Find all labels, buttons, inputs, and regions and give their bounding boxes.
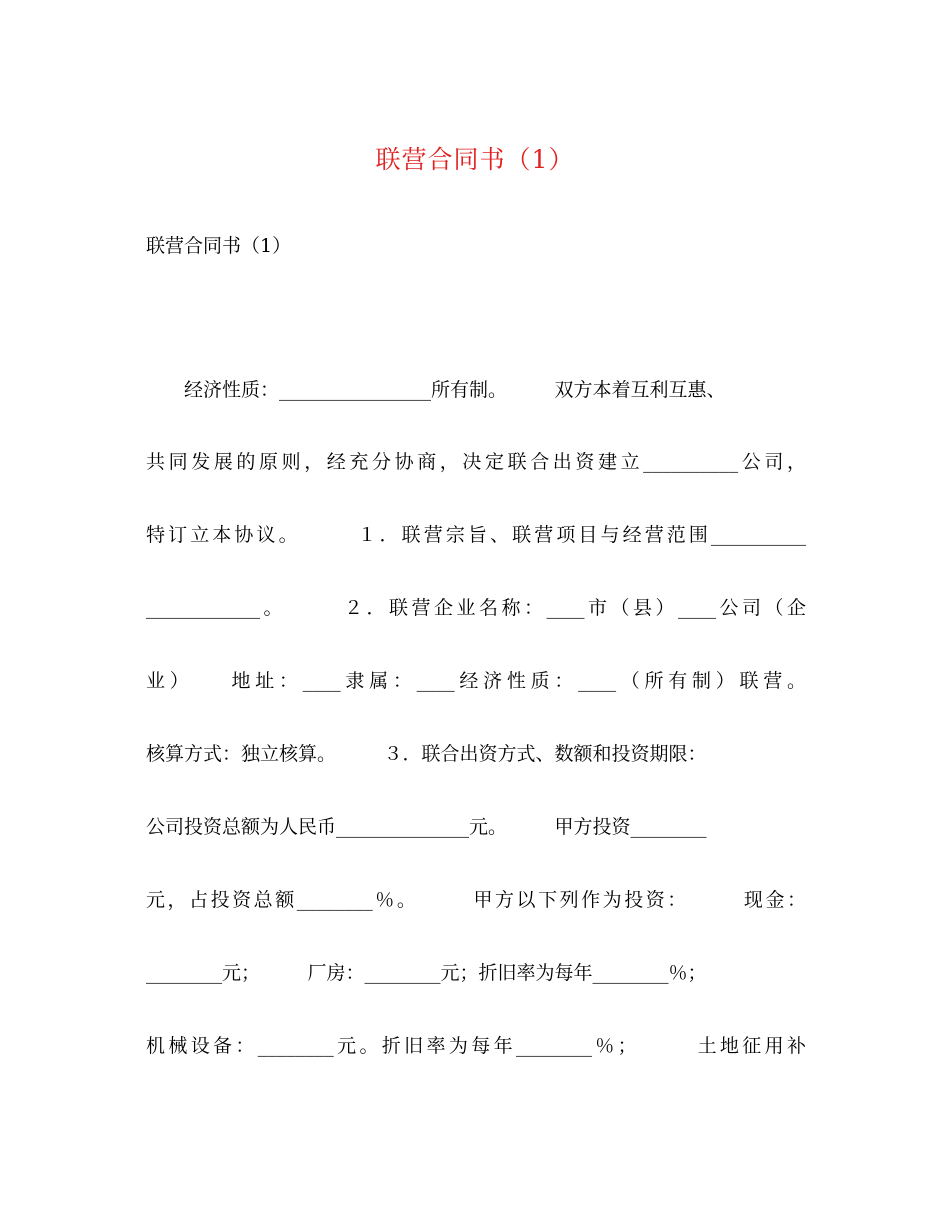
body-line: 特订立本协议。 １．联营宗旨、联营项目与经营范围__________ [146, 524, 806, 546]
document-title: 联营合同书（1） [375, 145, 575, 174]
body-line: ________元； 厂房：________元；折旧率为每年________％； [146, 962, 707, 984]
body-line: 核算方式：独立核算。 ３．联合出资方式、数额和投资期限： [146, 743, 707, 765]
body-line: 业） 地址：____隶属：____经济性质：____（所有制）联营。 [146, 670, 806, 692]
body-line: ____________。 ２．联营企业名称：____市（县）____公司（企 [146, 597, 806, 619]
body-line: 共同发展的原则，经充分协商，决定联合出资建立__________公司， [146, 451, 806, 473]
body-line: 公司投资总额为人民币______________元。 甲方投资________ [146, 816, 707, 838]
body-line: 元，占投资总额________％。 甲方以下列作为投资： 现金： [146, 889, 806, 911]
body-line: 机械设备：________元。折旧率为每年________％； 土地征用补 [146, 1035, 806, 1057]
body-line: 经济性质：________________所有制。 双方本着互利互惠、 [146, 379, 726, 401]
document-subtitle: 联营合同书（1） [146, 235, 292, 257]
